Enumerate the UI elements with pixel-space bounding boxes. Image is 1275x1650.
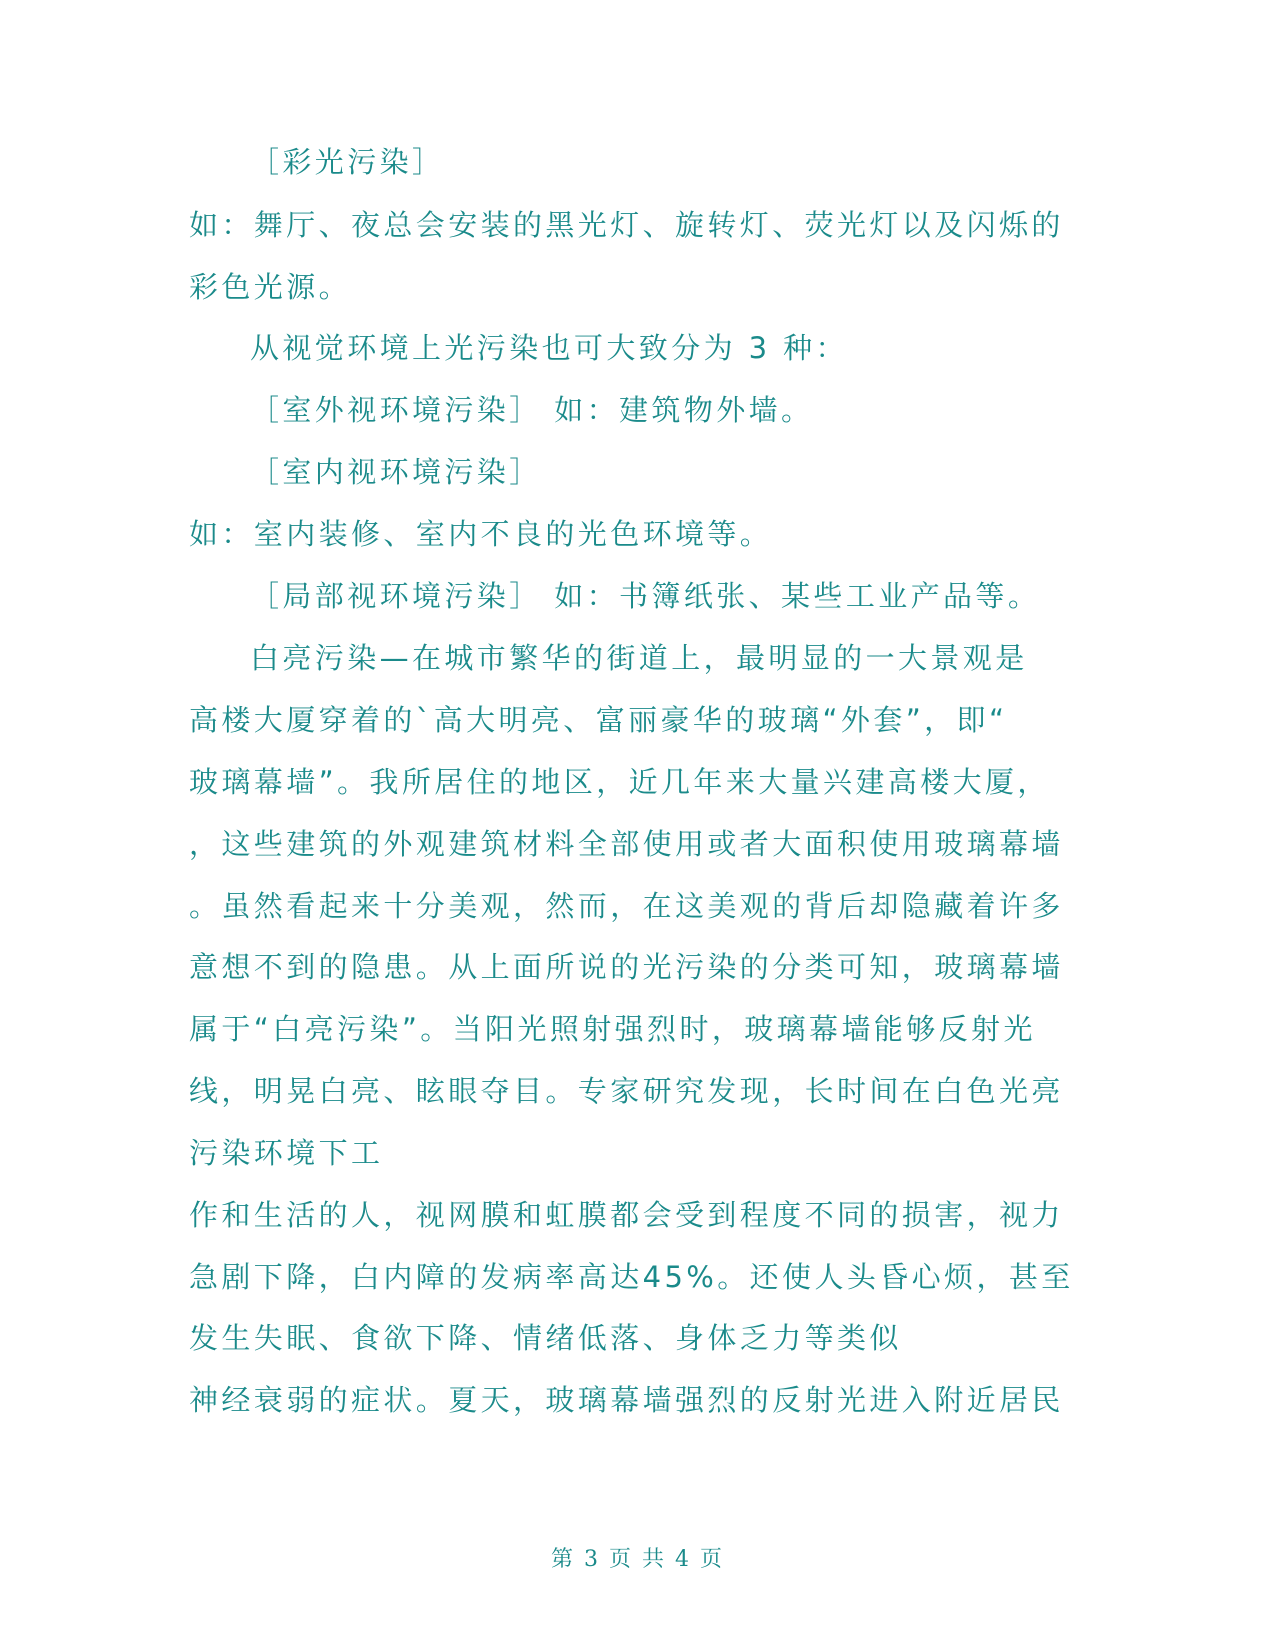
- paragraph-line: 意想不到的隐患。从上面所说的光污染的分类可知，玻璃幕墙: [189, 950, 1064, 984]
- heading-indoor-visual-pollution: ［室内视环境污染］: [250, 455, 542, 489]
- paragraph-line: 玻璃幕墙”。我所居住的地区，近几年来大量兴建高楼大厦，: [189, 765, 1050, 799]
- paragraph-line: 污染环境下工: [189, 1136, 384, 1170]
- page-number-footer: 第 3 页 共 4 页: [551, 1547, 724, 1572]
- heading-colored-light-pollution: ［彩光污染］: [250, 145, 445, 179]
- paragraph-line: 神经衰弱的症状。夏天，玻璃幕墙强烈的反射光进入附近居民: [189, 1383, 1064, 1417]
- paragraph-line: 如：舞厅、夜总会安装的黑光灯、旋转灯、荧光灯以及闪烁的: [189, 208, 1064, 242]
- paragraph-line: 发生失眠、食欲下降、情绪低落、身体乏力等类似: [189, 1321, 902, 1355]
- paragraph-line: 白亮污染—在城市繁华的街道上，最明显的一大景观是: [250, 641, 1028, 675]
- paragraph-line: 属于“白亮污染”。当阳光照射强烈时，玻璃幕墙能够反射光: [189, 1012, 1036, 1046]
- paragraph-line: 从视觉环境上光污染也可大致分为 3 种：: [250, 331, 848, 365]
- paragraph-line: ，这些建筑的外观建筑材料全部使用或者大面积使用玻璃幕墙: [189, 827, 1064, 861]
- paragraph-line: 如：室内装修、室内不良的光色环境等。: [189, 517, 773, 551]
- paragraph-line: 线，明晃白亮、眩眼夺目。专家研究发现，长时间在白色光亮: [189, 1074, 1064, 1108]
- paragraph-line: 高楼大厦穿着的`高大明亮、富丽豪华的玻璃“外套”，即“: [189, 703, 1008, 737]
- paragraph-line: 。虽然看起来十分美观，然而，在这美观的背后却隐藏着许多: [189, 889, 1064, 923]
- paragraph-line: ［局部视环境污染］ 如：书簿纸张、某些工业产品等。: [250, 579, 1041, 613]
- paragraph-line: 作和生活的人，视网膜和虹膜都会受到程度不同的损害，视力: [189, 1198, 1064, 1232]
- paragraph-line: 彩色光源。: [189, 270, 352, 304]
- paragraph-line: ［室外视环境污染］ 如：建筑物外墙。: [250, 393, 814, 427]
- paragraph-line: 急剧下降，白内障的发病率高达45%。还使人头昏心烦，甚至: [189, 1260, 1074, 1294]
